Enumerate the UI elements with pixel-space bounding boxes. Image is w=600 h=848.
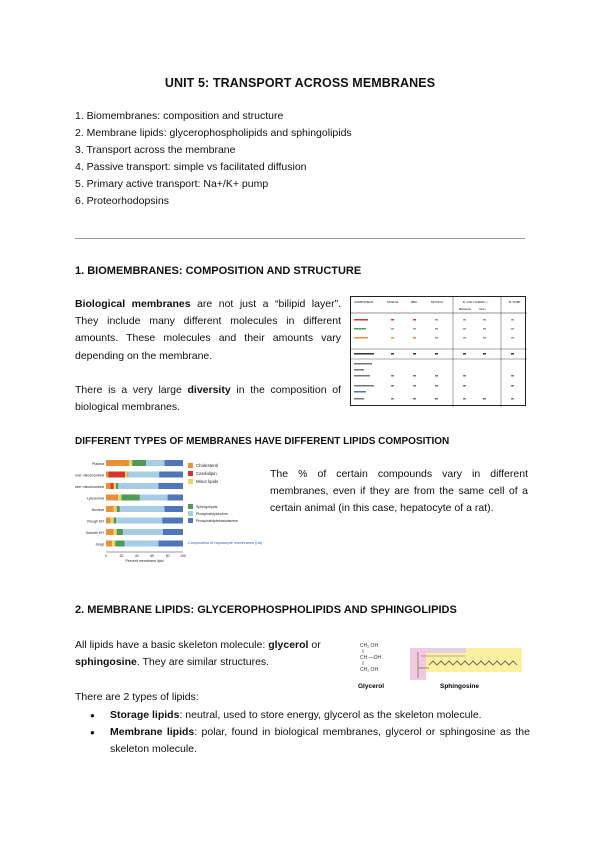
- glycerol-line: CH₂ OH: [360, 643, 379, 649]
- bar-segment: [114, 483, 116, 489]
- section2-paragraph-2: There are 2 types of lipids:: [75, 691, 199, 703]
- toc-item: 6. Proteorhodopsins: [75, 195, 169, 207]
- section1-heading: 1. BIOMEMBRANES: COMPOSITION AND STRUCTURE: [75, 265, 362, 277]
- bar-segment: [111, 518, 114, 524]
- legend-swatch: [188, 518, 193, 523]
- bar-segment: [159, 472, 183, 478]
- x-tick-label: 20: [119, 554, 124, 558]
- bar-segment: [168, 495, 183, 501]
- list-item: [90, 724, 530, 758]
- legend-label: Phosphatidylcholine: [196, 512, 228, 516]
- glycerol-line: CH —OH: [360, 655, 382, 661]
- x-tick-label: 100: [180, 554, 186, 558]
- x-tick-label: 60: [150, 554, 155, 558]
- legend-label: Sphingolipids: [196, 505, 218, 509]
- legend-caption: Composition of hepatocyte membranes (rat): [187, 541, 263, 545]
- bar-segment: [132, 460, 146, 466]
- bar-segment: [128, 472, 159, 478]
- glycerol-line: CH₂ OH: [360, 667, 379, 673]
- bar-segment: [128, 472, 129, 478]
- bar-segment: [114, 529, 117, 535]
- category-label: Golgi: [95, 542, 104, 547]
- category-label: Smooth ER: [85, 531, 104, 535]
- legend-swatch: [188, 479, 193, 484]
- chart-svg: [75, 456, 265, 574]
- list-item-text: : polar, found in biological membranes, glycerol or sphingosine as the skeleton molecule.: [110, 726, 530, 755]
- bar-segment: [106, 506, 114, 512]
- legend-label: Minor lipids: [196, 479, 219, 484]
- legend-swatch: [188, 511, 193, 516]
- section1-paragraph-1: [75, 296, 341, 365]
- table-of-contents: [75, 108, 352, 210]
- section1-paragraph-3: The % of certain compounds vary in different membranes, even if they are from the same cell of a certain animal (in this case, hepatocyte of a rat).: [270, 468, 528, 515]
- section1-subheading: DIFFERENT TYPES OF MEMBRANES HAVE DIFFERENT LIPIDS COMPOSITION: [75, 436, 450, 447]
- category-label: Plasma: [92, 462, 104, 466]
- x-tick-label: 80: [165, 554, 170, 558]
- bar-segment: [114, 518, 116, 524]
- bar-segment: [121, 495, 139, 501]
- bold-term: diversity: [187, 384, 231, 396]
- bold-term: Membrane lipids: [110, 726, 195, 738]
- table-graphic: [351, 297, 527, 407]
- section2-heading: 2. MEMBRANE LIPIDS: GLYCEROPHOSPHOLIPIDS AND SPHINGOLIPIDS: [75, 604, 457, 616]
- bar-segment: [158, 483, 183, 489]
- category-label: Outer mitochondrial: [75, 485, 104, 489]
- section-divider: [75, 238, 525, 239]
- molecule-graphic: [355, 638, 523, 694]
- bold-term: glycerol: [268, 639, 309, 651]
- bar-segment: [118, 483, 158, 489]
- bar-segment: [125, 472, 127, 478]
- legend-swatch: [188, 504, 193, 509]
- toc-item: 4. Passive transport: simple vs facilitated diffusion: [75, 161, 307, 173]
- x-axis-label: Percent membrane lipid: [125, 559, 164, 563]
- lipid-composition-table: [350, 296, 526, 406]
- x-tick-label: 40: [134, 554, 139, 558]
- bar-segment: [146, 460, 164, 466]
- bar-segment: [106, 460, 129, 466]
- table-header: MYELIN: [387, 300, 399, 304]
- bold-term: sphingosine: [75, 656, 137, 669]
- section1-paragraph-2: [75, 382, 341, 416]
- glycerol-label: Glycerol: [358, 683, 385, 690]
- category-label: Nuclear: [91, 508, 104, 512]
- bar-segment: [129, 460, 132, 466]
- toc-item: 2. Membrane lipids: glycerophospholipids and sphingolipids: [75, 127, 352, 139]
- legend-swatch: [188, 463, 193, 468]
- bar-segment: [116, 483, 118, 489]
- legend-label: Phosphatidylethanolamine: [196, 519, 239, 523]
- section2-paragraph-1: [75, 637, 347, 671]
- bar-segment: [165, 460, 183, 466]
- toc-item: 5. Primary active transport: Na+/K+ pump: [75, 178, 269, 190]
- toc-item: 1. Biomembranes: composition and structure: [75, 110, 284, 122]
- paragraph-text: or: [308, 639, 321, 651]
- toc-item: 3. Transport across the membrane: [75, 144, 236, 156]
- bar-segment: [112, 541, 115, 547]
- paragraph-text: are not just a “bilipid layer”. They include many different molecules in different amounts. These molecules and their amounts vary depending on the membrane.: [75, 298, 341, 362]
- table-header: E. COLI (GRAM -): [463, 300, 488, 304]
- bar-segment: [124, 541, 158, 547]
- bar-segment: [106, 495, 117, 501]
- bar-segment: [118, 495, 122, 501]
- category-label: Lysosomal: [86, 496, 104, 501]
- bar-segment: [140, 495, 168, 501]
- bar-segment: [158, 541, 183, 547]
- category-label: Inner mitochondrial: [75, 473, 104, 478]
- membrane-lipid-chart: [75, 456, 265, 574]
- bar-segment: [116, 518, 162, 524]
- paragraph-text: . They are similar structures.: [136, 656, 270, 669]
- table-subheader: Inner: [479, 307, 486, 311]
- legend-label: Cholesterol: [196, 463, 219, 468]
- bar-segment: [108, 472, 125, 478]
- bar-segment: [162, 518, 183, 524]
- bar-segment: [106, 483, 111, 489]
- lipid-types-list: [90, 707, 530, 758]
- bar-segment: [163, 529, 183, 535]
- bar-segment: [165, 506, 183, 512]
- paragraph-text: All lipids have a basic skeleton molecule:: [75, 639, 269, 651]
- bar-segment: [111, 483, 114, 489]
- table-header: B. SUBT.: [509, 300, 522, 304]
- table-header: COMPONENT: [354, 300, 374, 304]
- bar-segment: [117, 506, 120, 512]
- bar-segment: [123, 529, 163, 535]
- paragraph-text: in the composition of biological membranes.: [75, 384, 341, 414]
- glycerol-sphingosine-figure: [355, 638, 523, 694]
- table-subheader: Bacterial: [459, 307, 471, 311]
- bar-segment: [117, 495, 118, 501]
- x-tick-label: 0: [105, 554, 107, 558]
- bar-segment: [120, 506, 165, 512]
- bar-segment: [106, 541, 112, 547]
- table-header: RBC: [411, 300, 418, 304]
- bar-segment: [106, 472, 108, 478]
- legend-label: Cardiolipin: [196, 471, 217, 476]
- legend-swatch: [188, 471, 193, 476]
- bold-term: Biological membranes: [75, 298, 191, 310]
- bar-segment: [106, 529, 114, 535]
- page-title: UNIT 5: TRANSPORT ACROSS MEMBRANES: [164, 76, 436, 90]
- bar-segment: [106, 518, 111, 524]
- sphingosine-label: Sphingosine: [440, 683, 479, 690]
- bold-term: Storage lipids: [110, 709, 180, 721]
- bar-segment: [115, 541, 124, 547]
- paragraph-text: There is a very large: [75, 384, 188, 396]
- table-header: MITOCH.: [431, 300, 444, 304]
- category-label: Rough ER: [87, 519, 104, 524]
- list-item: [90, 707, 530, 724]
- list-item-text: : neutral, used to store energy, glycerol as the skeleton molecule.: [179, 709, 482, 721]
- bar-segment: [117, 529, 123, 535]
- bar-segment: [114, 506, 117, 512]
